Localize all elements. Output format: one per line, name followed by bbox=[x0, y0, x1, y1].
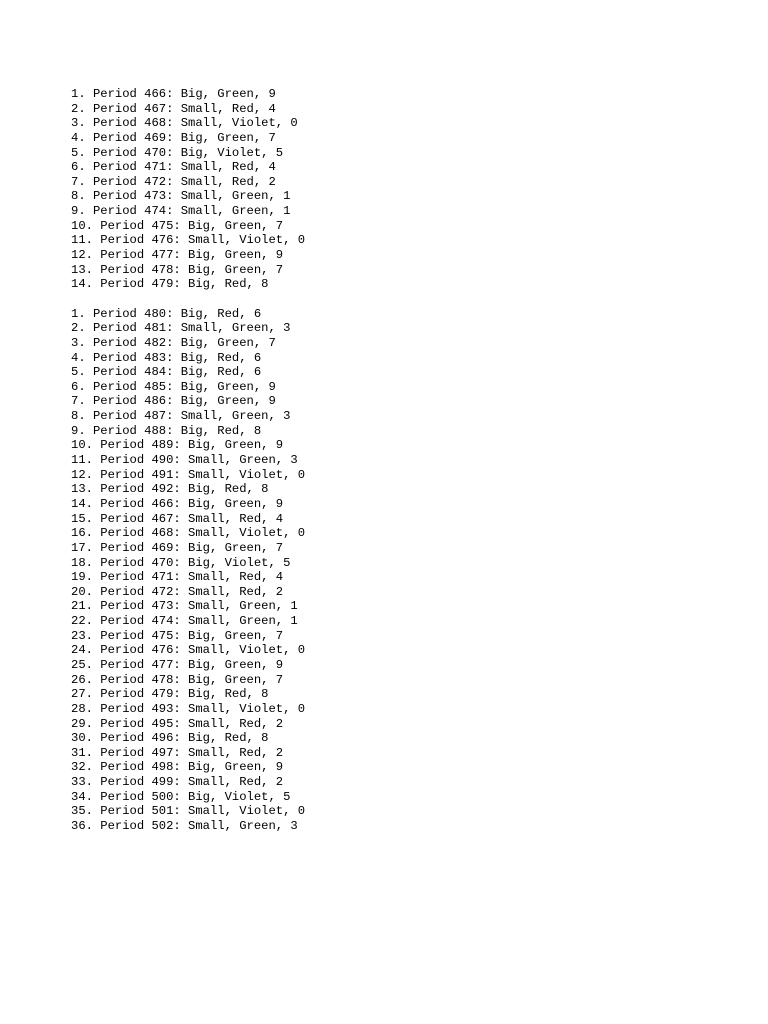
list-item: 32. Period 498: Big, Green, 9 bbox=[71, 760, 284, 775]
list-item: 8. Period 487: Small, Green, 3 bbox=[71, 409, 291, 424]
list-separator bbox=[71, 292, 305, 307]
list-item: 12. Period 477: Big, Green, 9 bbox=[71, 248, 284, 263]
list-item: 14. Period 466: Big, Green, 9 bbox=[71, 496, 284, 511]
list-item: 29. Period 495: Small, Red, 2 bbox=[71, 716, 284, 731]
list-item: 11. Period 490: Small, Green, 3 bbox=[71, 453, 298, 468]
list-item: 25. Period 477: Big, Green, 9 bbox=[71, 657, 284, 672]
list-item: 14. Period 479: Big, Red, 8 bbox=[71, 277, 269, 292]
document-body bbox=[71, 87, 305, 834]
list-item: 33. Period 499: Small, Red, 2 bbox=[71, 775, 284, 790]
list-item: 6. Period 485: Big, Green, 9 bbox=[71, 379, 276, 394]
list-item: 13. Period 478: Big, Green, 7 bbox=[71, 262, 284, 277]
list-item: 2. Period 481: Small, Green, 3 bbox=[71, 321, 291, 336]
list-item: 30. Period 496: Big, Red, 8 bbox=[71, 731, 269, 746]
list-item: 1. Period 466: Big, Green, 9 bbox=[71, 87, 276, 101]
list-item: 18. Period 470: Big, Violet, 5 bbox=[71, 555, 291, 570]
list-item: 1. Period 480: Big, Red, 6 bbox=[71, 306, 262, 321]
period-list bbox=[71, 87, 305, 292]
list-item: 24. Period 476: Small, Violet, 0 bbox=[71, 643, 306, 658]
list-item: 6. Period 471: Small, Red, 4 bbox=[71, 160, 276, 175]
period-list bbox=[71, 307, 305, 834]
list-item: 31. Period 497: Small, Red, 2 bbox=[71, 745, 284, 760]
list-item: 10. Period 475: Big, Green, 7 bbox=[71, 218, 284, 233]
list-item: 15. Period 467: Small, Red, 4 bbox=[71, 511, 284, 526]
list-item: 23. Period 475: Big, Green, 7 bbox=[71, 628, 284, 643]
list-item: 10. Period 489: Big, Green, 9 bbox=[71, 438, 284, 453]
list-item: 20. Period 472: Small, Red, 2 bbox=[71, 584, 284, 599]
list-item: 13. Period 492: Big, Red, 8 bbox=[71, 482, 269, 497]
list-item: 2. Period 467: Small, Red, 4 bbox=[71, 101, 276, 116]
list-item: 21. Period 473: Small, Green, 1 bbox=[71, 599, 298, 614]
list-item: 12. Period 491: Small, Violet, 0 bbox=[71, 467, 306, 482]
list-item: 7. Period 472: Small, Red, 2 bbox=[71, 174, 276, 189]
list-item: 4. Period 483: Big, Red, 6 bbox=[71, 350, 262, 365]
list-item: 28. Period 493: Small, Violet, 0 bbox=[71, 701, 306, 716]
list-item: 7. Period 486: Big, Green, 9 bbox=[71, 394, 276, 409]
list-item: 34. Period 500: Big, Violet, 5 bbox=[71, 789, 291, 804]
list-item: 11. Period 476: Small, Violet, 0 bbox=[71, 233, 306, 248]
list-item: 17. Period 469: Big, Green, 7 bbox=[71, 540, 284, 555]
list-item: 3. Period 468: Small, Violet, 0 bbox=[71, 116, 298, 131]
list-item: 3. Period 482: Big, Green, 7 bbox=[71, 335, 276, 350]
list-item: 9. Period 474: Small, Green, 1 bbox=[71, 204, 291, 219]
list-item: 35. Period 501: Small, Violet, 0 bbox=[71, 804, 306, 819]
list-item: 22. Period 474: Small, Green, 1 bbox=[71, 614, 298, 629]
list-item: 8. Period 473: Small, Green, 1 bbox=[71, 189, 291, 204]
list-item: 16. Period 468: Small, Violet, 0 bbox=[71, 526, 306, 541]
list-item: 36. Period 502: Small, Green, 3 bbox=[71, 819, 298, 834]
list-item: 19. Period 471: Small, Red, 4 bbox=[71, 570, 284, 585]
list-item: 4. Period 469: Big, Green, 7 bbox=[71, 130, 276, 145]
list-item: 26. Period 478: Big, Green, 7 bbox=[71, 672, 284, 687]
list-item: 5. Period 470: Big, Violet, 5 bbox=[71, 145, 284, 160]
list-item: 9. Period 488: Big, Red, 8 bbox=[71, 423, 262, 438]
list-item: 27. Period 479: Big, Red, 8 bbox=[71, 687, 269, 702]
list-item: 5. Period 484: Big, Red, 6 bbox=[71, 365, 262, 380]
